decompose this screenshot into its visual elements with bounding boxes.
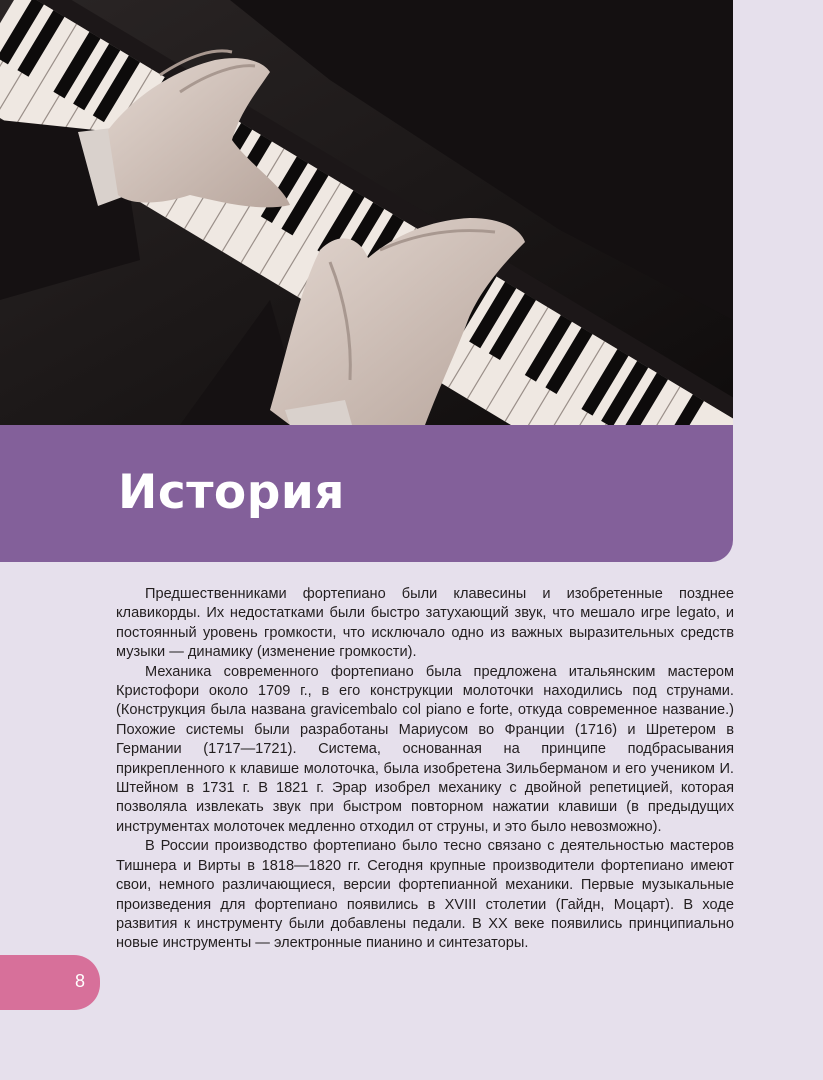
paragraph: Предшественниками фортепиано были клавесины и изобретенные позднее клавикорды. Их недостатками были быстро затухающий звук, что мешало игре legato, и постоянный уровень громкости, что исключало одно из важных выразительных средств музыки — динамику (изменение громкости). xyxy=(116,586,734,661)
piano-photo xyxy=(0,0,733,425)
paragraph: Механика современного фортепиано была предложена итальянским мастером Кристофори около 1709 г., в его конструкции молоточки находились под струнами. (Конструкция была названа gravicembalo col piano e forte, откуда современное название.) Похожие системы были разработаны Мариусом во Франции (1716) и Шретером в Германии (1717—1721). Система, основанная на принципе подбрасывания прикрепленного к клавише молоточка, была изобретена Зильберманом и его учеником И. Штейном в 1731 г. В 1821 г. Эрар изобрел механику с двойной репетицией, которая позволяла извлекать звук при быстром повторном нажатии клавиши (в предыдущих инструментах молоточек медленно отходил от струны, и это было невозможно). xyxy=(116,663,734,835)
article-body xyxy=(116,585,734,954)
page-number: 8 xyxy=(74,971,85,991)
paragraph: В России производство фортепиано было тесно связано с деятельностью мастеров Тишнера и Вирты в 1818—1820 гг. Сегодня крупные производители фортепиано имеют свои, немного различающиеся, версии фортепианной механики. Первые музыкальные произведения для фортепиано появились в XVIII столетии (Гайдн, Моцарт). В ходе развития к инструменту были добавлены педали. В XX веке появились принципиально новые инструменты — электронные пианино и синтезаторы. xyxy=(116,838,734,952)
section-banner xyxy=(0,425,733,562)
section-title: История xyxy=(118,465,345,520)
page-number-tab xyxy=(0,955,100,1010)
piano-hands-image xyxy=(0,0,733,425)
